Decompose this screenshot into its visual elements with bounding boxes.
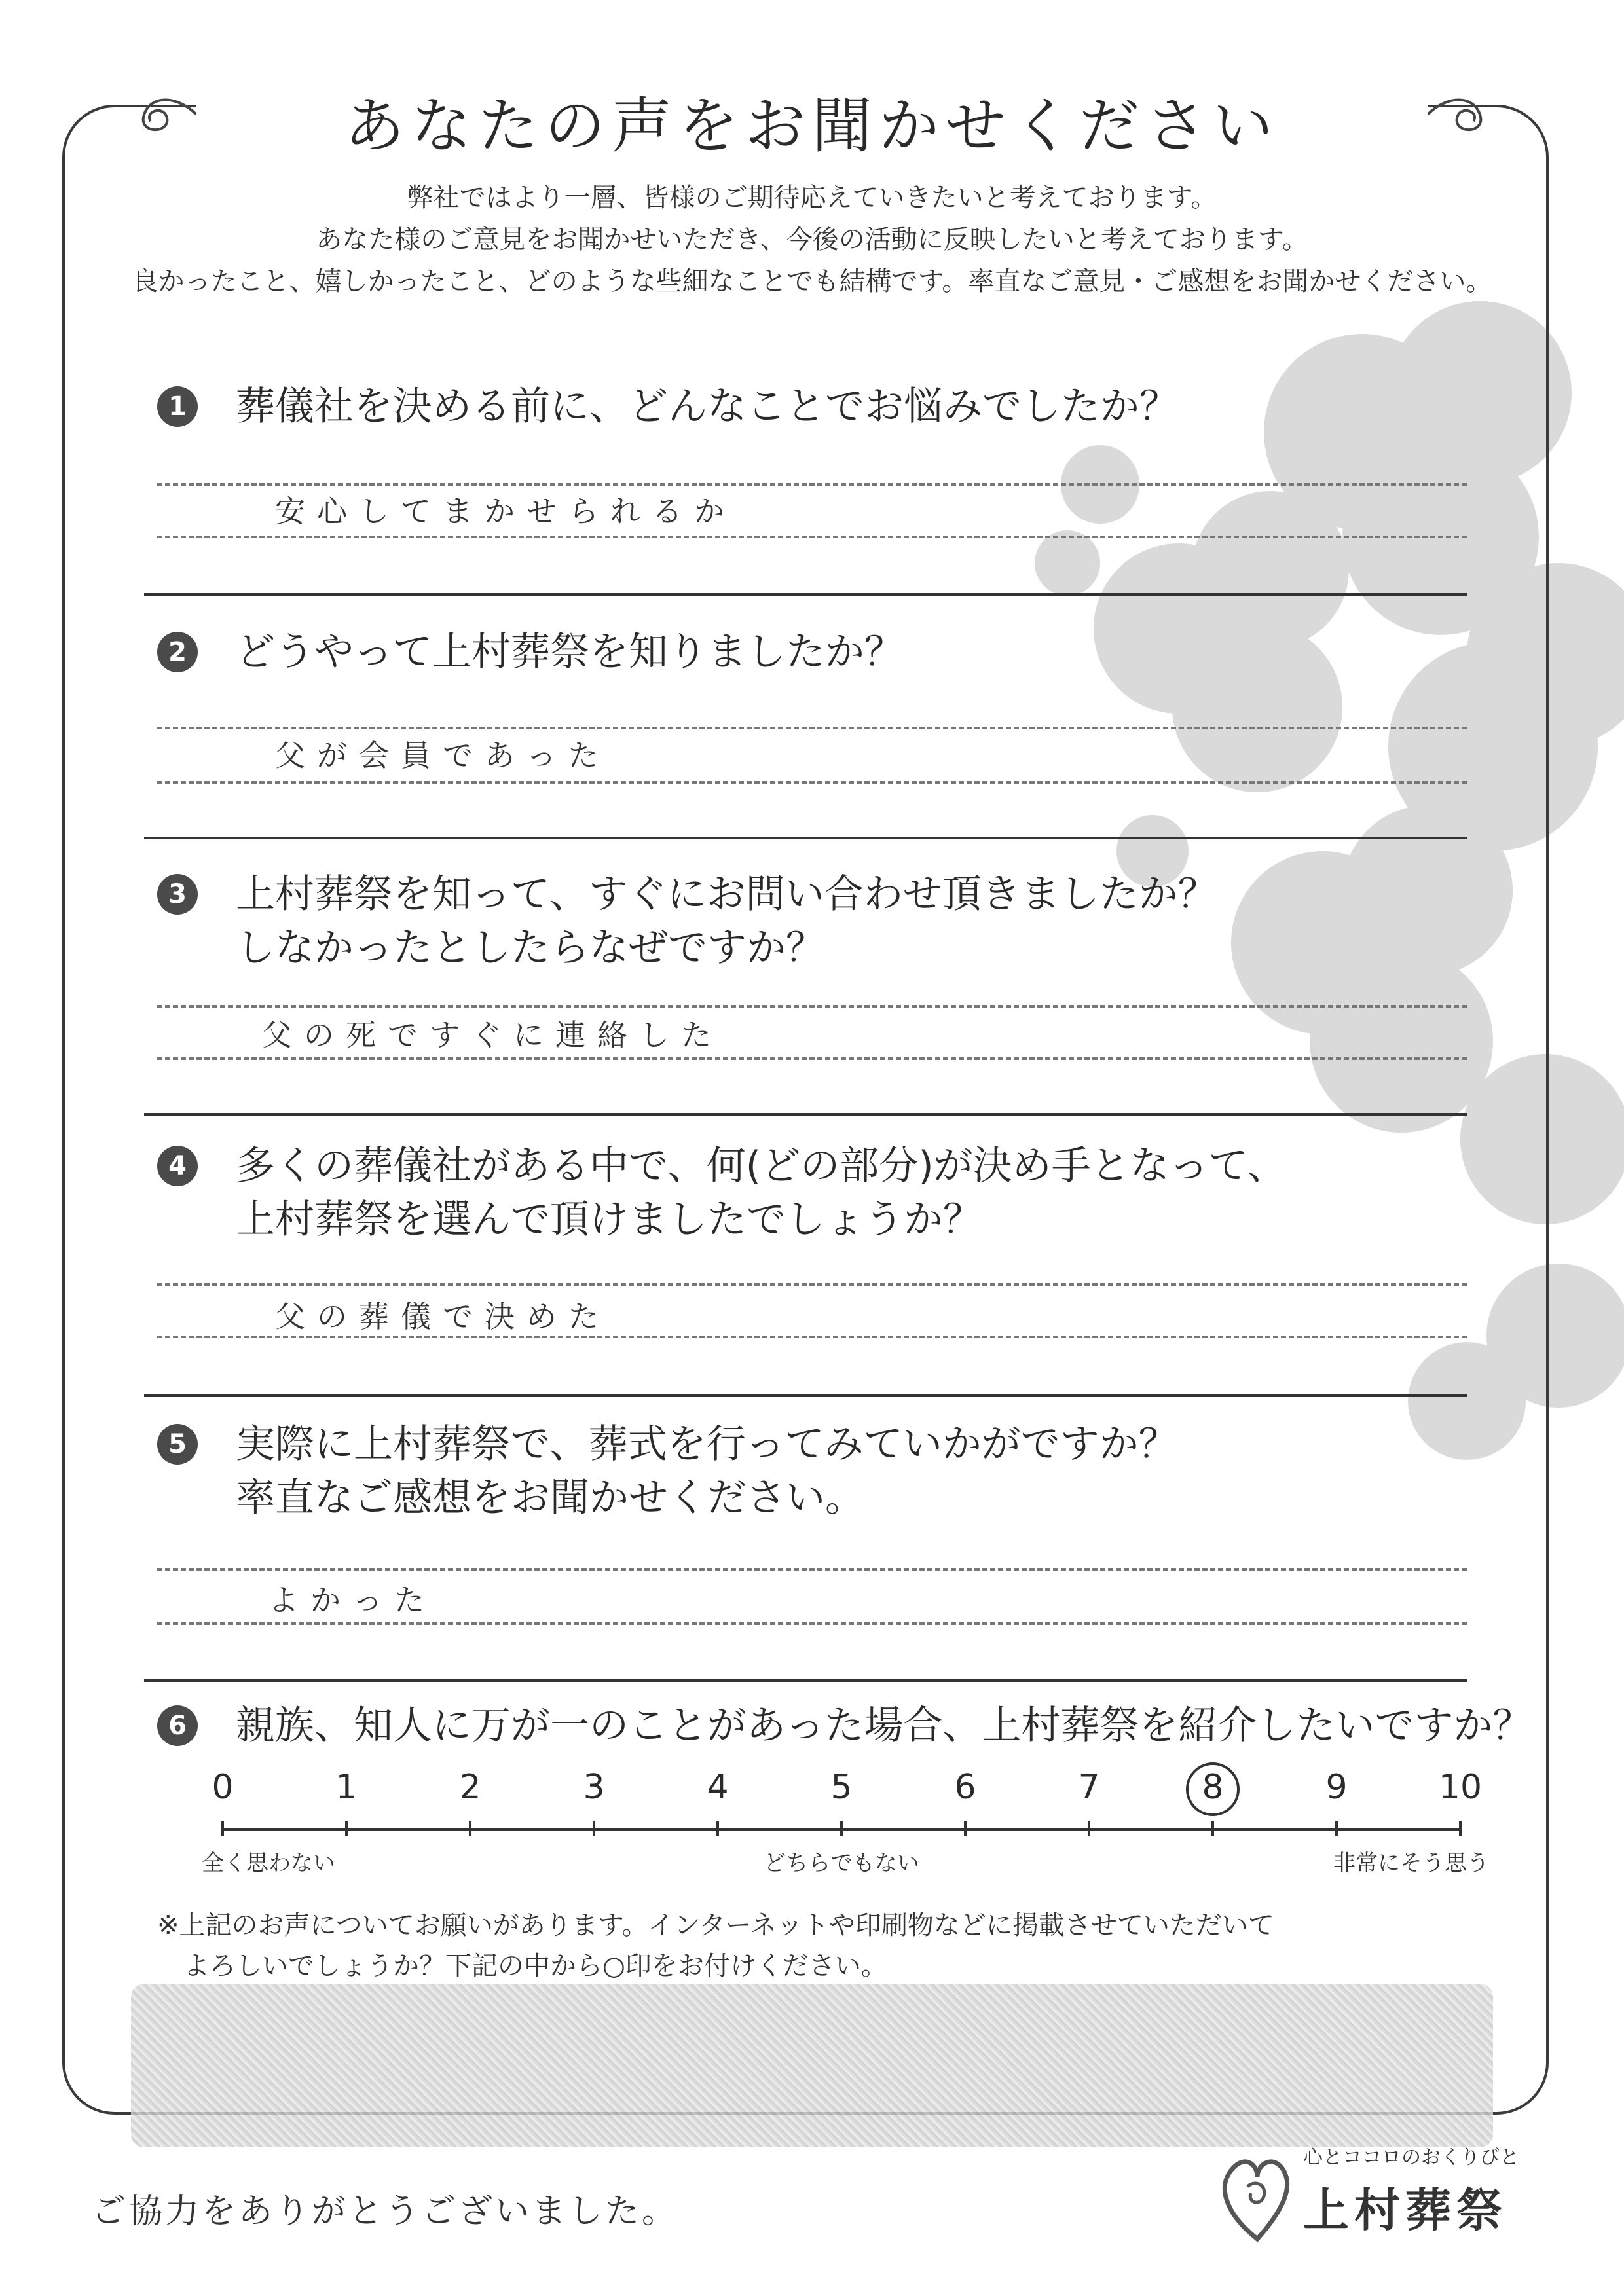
scale-tick [469,1821,471,1836]
handwritten-answer-3: 父の死ですぐに連絡した [262,1017,723,1053]
selected-rating-circle [1186,1762,1240,1816]
answer-guide-line [157,483,1467,486]
heart-logo-icon [1218,2147,1297,2246]
intro-line: 弊社ではより一層、皆様のご期待応えていきたいと考えております。 [407,183,1217,213]
scale-tick-label: 7 [1078,1768,1100,1807]
section-divider [144,593,1467,596]
scale-tick-label: 10 [1438,1768,1483,1807]
scale-tick-label: 2 [459,1768,481,1807]
scale-tick [593,1821,595,1836]
scale-tick-label: 1 [335,1768,358,1807]
right-flourish-icon [1421,88,1493,141]
question-text: 上村葬祭を選んで頂けましたでしょうか？ [236,1197,982,1243]
intro-line: あなた様のご意見をお聞かせいただき、今後の活動に反映したいと考えております。 [316,225,1308,255]
scale-tick-label: 0 [212,1768,234,1807]
note-line: ※上記のお声についてお願いがあります。インターネットや印刷物などに掲載させていただいて [157,1910,1274,1941]
answer-guide-line [157,1283,1467,1286]
question-number-badge: 1 [157,386,198,427]
question-text: 実際に上村葬祭で、葬式を行ってみていかがですか？ [236,1421,1178,1467]
scale-tick-label: 4 [707,1768,729,1807]
question-text: しなかったとしたらなぜですか？ [236,925,825,971]
scale-tick-label: 6 [954,1768,976,1807]
section-divider [144,1394,1467,1397]
section-divider [144,1113,1467,1116]
question-number-badge: 6 [157,1705,198,1746]
scale-tick [345,1821,348,1836]
answer-guide-line [157,1568,1467,1571]
question-number-badge: 5 [157,1424,198,1465]
scale-tick [1459,1821,1462,1836]
scale-tick [1335,1821,1338,1836]
scale-tick-label: 8 [1202,1768,1224,1807]
logo-tagline: 心とココロのおくりびと [1303,2146,1519,2169]
question-number-badge: 2 [157,632,198,672]
title-banner [196,75,1428,167]
redacted-area [131,1984,1493,2147]
question-number-badge: 4 [157,1146,198,1186]
left-flourish-icon [131,88,203,141]
scale-label-high: 非常にそう思う [1333,1850,1489,1876]
question-text: どうやって上村葬祭を知りましたか？ [236,629,904,675]
scale-tick [840,1821,843,1836]
page-title: あなたの声をお聞かせください [344,91,1280,161]
section-divider [144,1679,1467,1682]
answer-guide-line [157,536,1467,538]
handwritten-answer-1: 安心してまかせられるか [275,494,736,529]
question-text: 親族、知人に万が一のことがあった場合、上村葬祭を紹介したいですか？ [236,1703,1532,1749]
handwritten-answer-5: よかった [268,1582,436,1618]
publication-consent-note [157,1905,1274,1986]
scale-tick [221,1821,224,1836]
company-logo [1218,2141,1519,2252]
intro-line: 良かったこと、嬉しかったこと、どのような些細なことでも結構です。率直なご意見・ご感想をお聞かせください。 [132,266,1492,297]
question-text: 多くの葬儀社がある中で、何(どの部分)が決め手となって、 [236,1143,1287,1189]
question-number-badge: 3 [157,874,198,915]
scale-tick-label: 3 [583,1768,605,1807]
scale-tick-label: 5 [830,1768,853,1807]
scale-tick [1088,1821,1090,1836]
section-divider [144,837,1467,839]
scale-tick-label: 9 [1325,1768,1348,1807]
scale-tick [716,1821,719,1836]
rating-scale [202,1768,1489,1886]
scale-tick [964,1821,967,1836]
answer-guide-line [157,1057,1467,1060]
handwritten-answer-2: 父が会員であった [275,738,610,773]
scale-tick [1211,1821,1214,1836]
note-line: よろしいでしょうか？下記の中から○印をお付けください。 [183,1951,887,1981]
question-text: 率直なご感想をお聞かせください。 [236,1475,864,1521]
thanks-message: ご協力をありがとうございました。 [92,2192,679,2231]
handwritten-answer-4: 父の葬儀で決めた [275,1299,610,1334]
answer-guide-line [157,1005,1467,1008]
logo-company-name: 上村葬祭 [1303,2183,1507,2237]
answer-guide-line [157,781,1467,784]
answer-guide-line [157,727,1467,729]
answer-guide-line [157,1336,1467,1338]
question-text: 葬儀社を決める前に、どんなことでお悩みでしたか？ [236,384,1179,429]
scale-label-low: 全く思わない [202,1850,335,1876]
scale-label-mid: どちらでもない [764,1850,919,1876]
answer-guide-line [157,1622,1467,1625]
intro-text [131,177,1493,302]
question-text: 上村葬祭を知って、すぐにお問い合わせ頂きましたか？ [236,871,1217,917]
